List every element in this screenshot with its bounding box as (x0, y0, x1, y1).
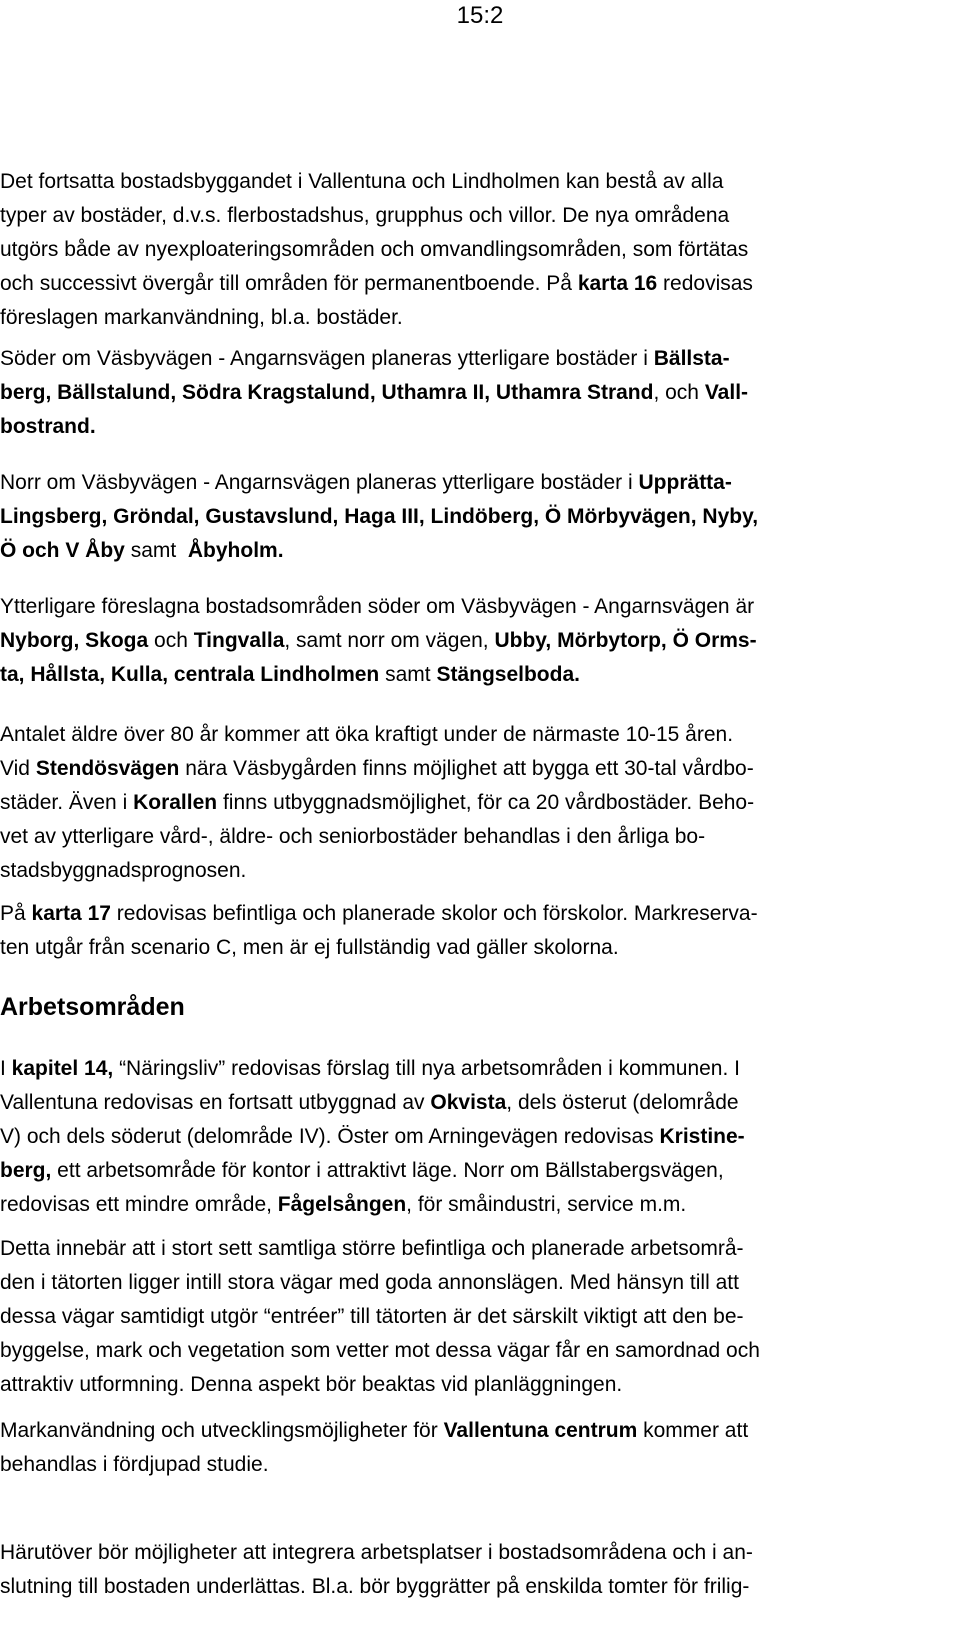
text-line: den i tätorten ligger intill stora vägar med goda annonslägen. Med hänsyn till att (0, 1271, 739, 1294)
place-name: berg, (0, 1159, 52, 1182)
text-line (0, 752, 950, 786)
place-name: Vall- (704, 381, 749, 404)
place-name: Korallen (133, 791, 218, 814)
text-line: stadsbyggnadsprognosen. (0, 859, 247, 882)
place-name: Nyborg, Skoga (0, 629, 149, 652)
paragraph-road-frontage (0, 1232, 950, 1402)
text-line (0, 786, 950, 820)
text-run: Markanvändning och utvecklingsmöjligheter för (0, 1419, 444, 1442)
text-line: Härutöver bör möjligheter att integrera arbetsplatser i bostadsområdena och i an- (0, 1541, 753, 1564)
text-line: Detta innebär att i stort sett samtliga större befintliga och planerade arbetsområ- (0, 1237, 744, 1260)
text-line (0, 624, 950, 658)
text-line: slutning till bostaden underlättas. Bl.a. bör byggrätter på enskilda tomter för frilig- (0, 1575, 750, 1598)
place-name: Lingsberg, Gröndal, Gustavslund, Haga III, Lindöberg, Ö Mörbyvägen, Nyby, (0, 505, 759, 528)
text-run: På (0, 902, 32, 925)
text-line: typer av bostäder, d.v.s. flerbostadshus, grupphus och villor. De nya områdena (0, 204, 730, 227)
text-line (0, 342, 950, 376)
text-line (0, 410, 950, 444)
paragraph-work-areas (0, 1052, 950, 1222)
text-run: , och (653, 381, 705, 404)
text-line: vet av ytterligare vård-, äldre- och seniorbostäder behandlas i den årliga bo- (0, 825, 706, 848)
place-name: Kristine- (659, 1125, 745, 1148)
text-run: nära Väsbygården finns möjlighet att bygga ett 30-tal vårdbo- (179, 757, 754, 780)
text-run: V) och dels söderut (delområde IV). Öster om Arningevägen redovisas (0, 1125, 660, 1148)
chapter-reference: kapitel 14, (11, 1057, 114, 1080)
place-name: Stängselboda. (436, 663, 580, 686)
text-line: byggelse, mark och vegetation som vetter mot dessa vägar får en samordnad och (0, 1339, 760, 1362)
paragraph-elderly-housing (0, 718, 950, 888)
text-run: I (0, 1057, 12, 1080)
text-run: Norr om Väsbyvägen - Angarnsvägen planeras ytterligare bostäder i (0, 471, 639, 494)
map-reference: karta 17 (31, 902, 111, 925)
text-line (0, 897, 950, 931)
text-run: städer. Även i (0, 791, 134, 814)
place-name: Tingvalla (193, 629, 285, 652)
text-run: redovisas ett mindre område, (0, 1193, 278, 1216)
text-line (0, 500, 950, 534)
text-run: , för småindustri, service m.m. (406, 1193, 687, 1216)
place-name: Ubby, Mörbytorp, Ö Orms- (494, 629, 757, 652)
text-line: behandlas i fördjupad studie. (0, 1453, 269, 1476)
place-name: Fågelsången (277, 1193, 407, 1216)
text-line: attraktiv utformning. Denna aspekt bör beaktas vid planläggningen. (0, 1373, 623, 1396)
place-name: Okvista (430, 1091, 507, 1114)
place-name: Upprätta- (638, 471, 732, 494)
text-run: Söder om Väsbyvägen - Angarnsvägen planeras ytterligare bostäder i (0, 347, 654, 370)
paragraph-north-housing (0, 466, 950, 568)
place-name: Ö och V Åby (0, 539, 125, 562)
paragraph-schools (0, 897, 950, 965)
text-line: dessa vägar samtidigt utgör “entréer” till tätorten är det särskilt viktigt att den be- (0, 1305, 744, 1328)
text-line (0, 267, 950, 301)
text-line: Ytterligare föreslagna bostadsområden söder om Väsbyvägen - Angarnsvägen är (0, 595, 755, 618)
text-run: och successivt övergår till områden för permanentboende. På (0, 272, 578, 295)
text-run: samt (124, 539, 188, 562)
text-line (0, 1154, 950, 1188)
page-number: 15:2 (456, 2, 504, 29)
text-line: ten utgår från scenario C, men är ej fullständig vad gäller skolorna. (0, 936, 619, 959)
paragraph-housing-intro (0, 165, 950, 335)
place-name: Vallentuna centrum (443, 1419, 638, 1442)
text-run: samt (379, 663, 437, 686)
paragraph-centrum (0, 1414, 950, 1482)
section-heading: Arbetsområden (0, 993, 185, 1021)
text-line (0, 1188, 950, 1222)
place-name: ta, Hållsta, Kulla, centrala Lindholmen (0, 663, 380, 686)
text-line: Det fortsatta bostadsbyggandet i Vallentuna och Lindholmen kan bestå av alla (0, 170, 724, 193)
text-line (0, 376, 950, 410)
text-line: utgörs både av nyexploateringsområden och omvandlingsområden, som förtätas (0, 238, 749, 261)
paragraph-integration (0, 1536, 950, 1604)
map-reference: karta 16 (577, 272, 658, 295)
place-name: Åbyholm. (187, 539, 284, 562)
text-line: Antalet äldre över 80 år kommer att öka kraftigt under de närmaste 10-15 åren. (0, 723, 734, 746)
text-run: Vid (0, 757, 36, 780)
paragraph-additional-housing (0, 590, 950, 692)
text-line (0, 466, 950, 500)
place-name: berg, Bällstalund, Södra Kragstalund, Uthamra II, Uthamra Strand (0, 381, 654, 404)
place-name: bostrand. (0, 415, 96, 438)
place-name: Bällsta- (653, 347, 730, 370)
text-line: föreslagen markanvändning, bl.a. bostäder. (0, 306, 403, 329)
text-line (0, 1120, 950, 1154)
text-run: ett arbetsområde för kontor i attraktivt läge. Norr om Bällstabergsvägen, (51, 1159, 724, 1182)
text-line (0, 534, 950, 568)
text-line (0, 1052, 950, 1086)
text-line (0, 1086, 950, 1120)
text-run: redovisas (657, 272, 753, 295)
text-run: kommer att (637, 1419, 749, 1442)
text-line (0, 1414, 950, 1448)
text-line (0, 658, 950, 692)
text-run: , dels österut (delområde (506, 1091, 739, 1114)
text-run: finns utbyggnadsmöjlighet, för ca 20 vårdbostäder. Beho- (217, 791, 755, 814)
text-run: Vallentuna redovisas en fortsatt utbyggnad av (0, 1091, 431, 1114)
paragraph-south-housing (0, 342, 950, 444)
place-name: Stendösvägen (35, 757, 180, 780)
text-run: “Näringsliv” redovisas förslag till nya arbetsområden i kommunen. I (113, 1057, 740, 1080)
text-run: , samt norr om vägen, (284, 629, 495, 652)
text-run: och (148, 629, 194, 652)
text-run: redovisas befintliga och planerade skolor och förskolor. Markreserva- (110, 902, 758, 925)
